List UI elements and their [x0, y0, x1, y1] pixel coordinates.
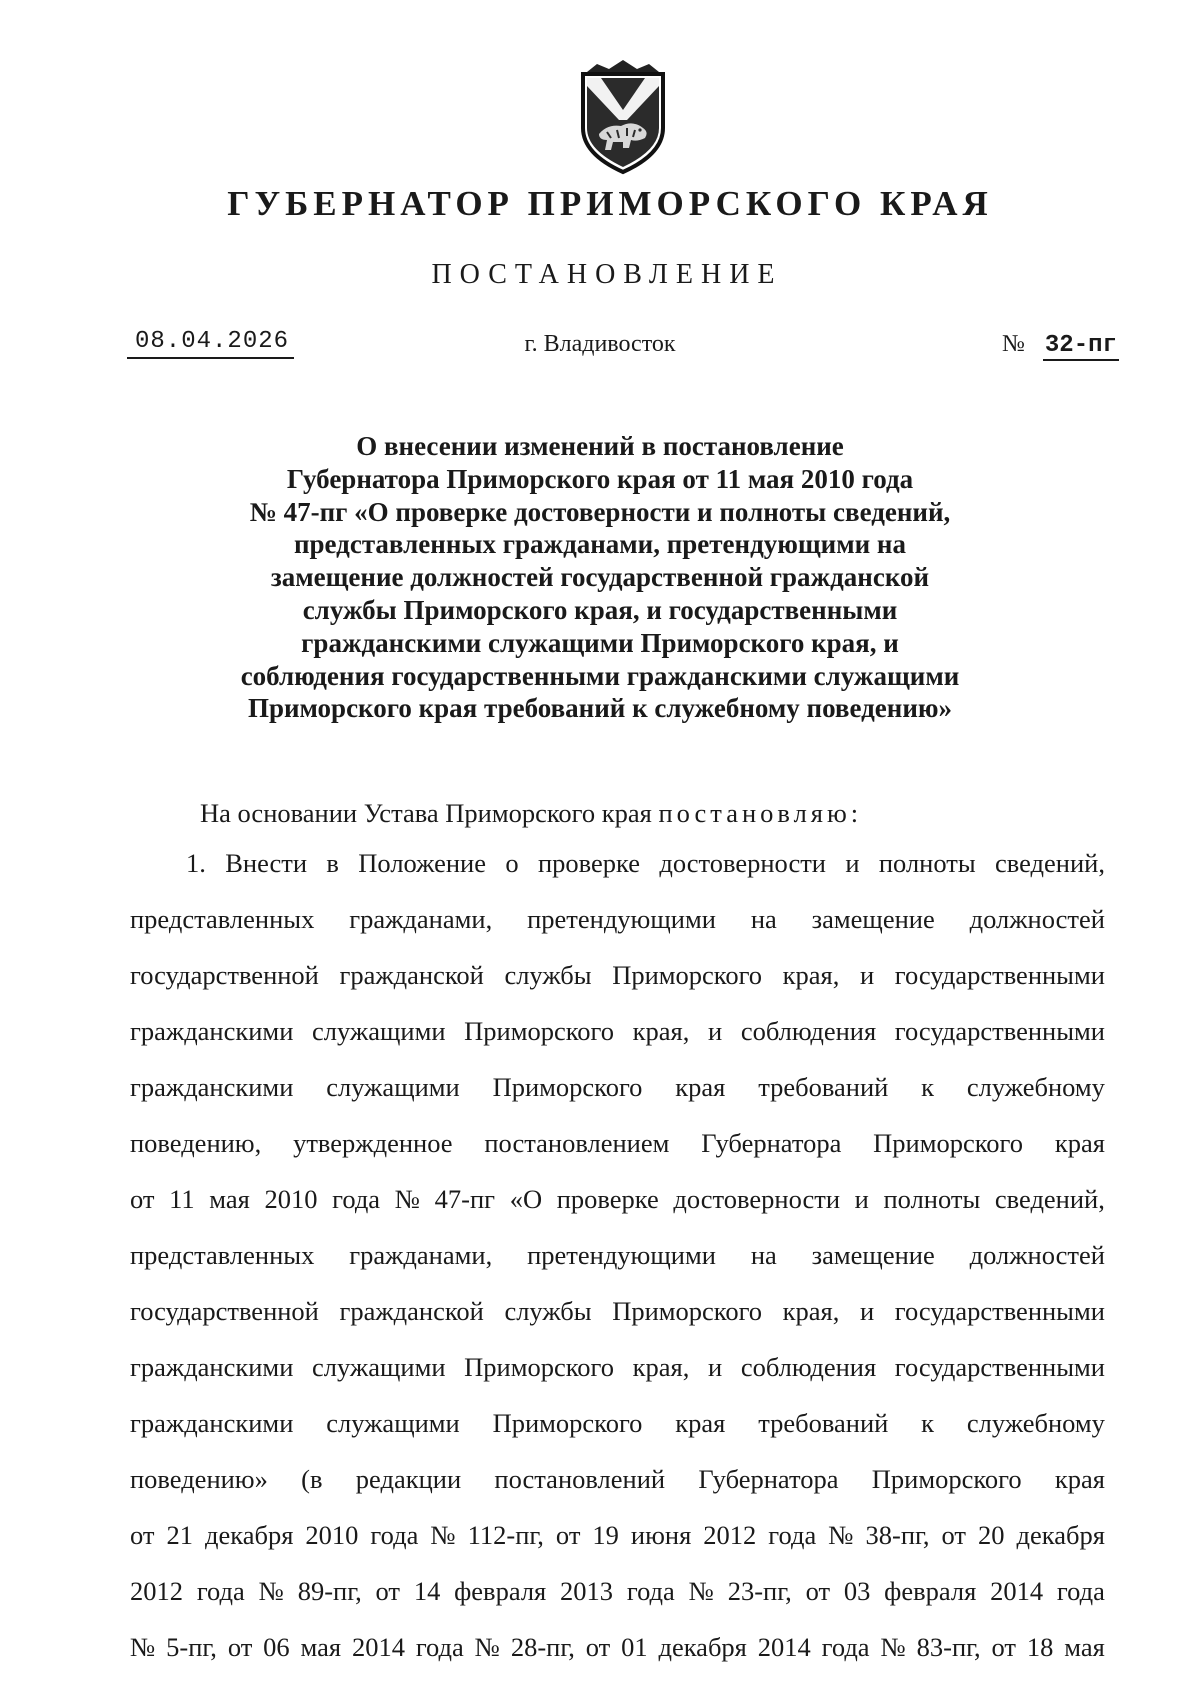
body-word: полноты — [878, 848, 976, 878]
body-word: 18 — [1026, 1632, 1054, 1662]
body-word: 2012 — [130, 1576, 183, 1606]
body-word: государственными — [894, 1296, 1105, 1326]
body-word: 2014 — [351, 1632, 405, 1662]
body-word: февраля — [884, 1576, 977, 1606]
body-word: и — [859, 960, 875, 990]
body-word: государственными — [894, 1352, 1105, 1382]
body-word: 03 — [843, 1576, 871, 1606]
body-word: Губернатора — [701, 1128, 842, 1158]
body-word: гражданской — [339, 1296, 484, 1326]
body-word: 01 — [621, 1632, 648, 1662]
body-word: достоверности — [673, 1184, 841, 1214]
body-word: гражданскими — [130, 1072, 294, 1102]
body-word: 89-пг, — [297, 1576, 362, 1606]
body-word: постановлений — [494, 1464, 666, 1494]
body-word: гражданами, — [349, 904, 493, 934]
body-word: служебному — [966, 1072, 1105, 1102]
body-line — [130, 958, 1105, 1014]
body-word: о — [505, 848, 519, 878]
body-word: № — [880, 1632, 906, 1662]
subject-line: № 47-пг «О проверке достоверности и полноты сведений, — [249, 496, 951, 527]
body-word: края — [675, 1408, 726, 1438]
body-word: 2010 — [264, 1184, 318, 1214]
body-word: утвержденное — [293, 1128, 453, 1158]
body-word: от — [130, 1184, 155, 1214]
body-word: декабря — [658, 1632, 747, 1662]
body-word: февраля — [454, 1576, 547, 1606]
subject-line: Губернатора Приморского края от 11 мая 2010 года — [286, 463, 914, 494]
subject-line: соблюдения государственными гражданскими служащими — [240, 660, 960, 691]
body-word: 2013 — [560, 1576, 614, 1606]
body-word: 83-пг, — [916, 1632, 981, 1662]
issuer-title: ГУБЕРНАТОР ПРИМОРСКОГО КРАЯ — [227, 184, 993, 223]
body-word: (в — [301, 1464, 323, 1494]
body-word: гражданами, — [349, 1240, 493, 1270]
body-word: службы — [504, 1296, 592, 1326]
body-word: края, — [782, 1296, 840, 1326]
document-subject — [0, 430, 1200, 725]
body-word: гражданскими — [130, 1408, 294, 1438]
body-word: соблюдения — [740, 1016, 877, 1046]
body-word: 112-пг, — [467, 1520, 544, 1550]
body-word: и — [708, 1016, 723, 1046]
body-word: декабря — [1016, 1520, 1105, 1550]
basis-text: На основании Устава Приморского края — [200, 798, 652, 828]
body-word: года — [196, 1576, 245, 1606]
body-paragraph — [130, 846, 1105, 1686]
body-word: государственной — [130, 1296, 319, 1326]
body-word: декабря — [204, 1520, 294, 1550]
body-word: 20 — [978, 1520, 1005, 1550]
body-word: к — [921, 1072, 935, 1102]
body-word: 06 — [263, 1632, 290, 1662]
body-word: 23-пг, — [727, 1576, 792, 1606]
number-value: 32-пг — [1044, 332, 1117, 359]
body-word: года — [415, 1632, 464, 1662]
body-word: на — [750, 904, 777, 934]
body-word: июня — [630, 1520, 692, 1550]
body-line — [130, 1238, 1105, 1294]
body-word: края — [675, 1072, 726, 1102]
body-word: мая — [300, 1632, 342, 1662]
body-line — [130, 1406, 1105, 1462]
document-city: г. Владивосток — [524, 331, 676, 357]
body-word: от — [941, 1520, 967, 1550]
body-line — [130, 1014, 1105, 1070]
body-word: поведению, — [130, 1128, 262, 1158]
subject-line: замещение должностей государственной гражданской — [270, 562, 930, 593]
body-word: Положение — [358, 848, 486, 878]
body-word: должностей — [969, 904, 1105, 934]
body-word: от — [585, 1632, 611, 1662]
body-line — [130, 1182, 1105, 1238]
body-word: и — [845, 848, 860, 878]
body-word: года — [370, 1520, 419, 1550]
body-word: края, — [782, 960, 840, 990]
body-word: к — [921, 1408, 935, 1438]
body-line — [130, 902, 1105, 958]
body-word: Приморского — [612, 960, 763, 990]
body-word: гражданской — [339, 960, 484, 990]
body-line — [130, 1574, 1105, 1630]
body-word: в — [326, 848, 339, 878]
body-word: полноты — [883, 1184, 981, 1214]
body-word: 11 — [169, 1184, 195, 1214]
body-word: мая — [209, 1184, 250, 1214]
body-word: требований — [758, 1072, 889, 1102]
body-word: Внести — [225, 848, 308, 878]
body-word: № — [394, 1184, 421, 1214]
body-word: от — [130, 1520, 155, 1550]
body-word: служащими — [312, 1016, 446, 1046]
primorsky-krai-coat-of-arms-icon — [577, 58, 669, 176]
body-word: служащими — [312, 1352, 446, 1382]
body-word: сведений, — [995, 848, 1105, 878]
body-word: Губернатора — [698, 1464, 839, 1494]
body-word: № — [430, 1520, 456, 1550]
body-word: Приморского — [492, 1072, 643, 1102]
body-word: 2010 — [305, 1520, 359, 1550]
body-word: № — [474, 1632, 500, 1662]
body-word: 2014 — [990, 1576, 1044, 1606]
subject-line: гражданскими служащими Приморского края, и — [301, 627, 899, 658]
body-word: Приморского — [612, 1296, 763, 1326]
body-line — [130, 1294, 1105, 1350]
body-line — [130, 846, 1105, 902]
body-line — [130, 1350, 1105, 1406]
body-word: от — [805, 1576, 831, 1606]
body-word: государственной — [130, 960, 319, 990]
body-word: претендующими — [527, 904, 716, 934]
body-word: № — [258, 1576, 284, 1606]
body-word: поведению» — [130, 1464, 268, 1494]
body-word: замещение — [811, 904, 935, 934]
subject-line: службы Приморского края, и государственными — [302, 594, 898, 625]
body-word: 2014 — [757, 1632, 811, 1662]
body-word: проверке — [556, 1184, 659, 1214]
body-word: редакции — [355, 1464, 462, 1494]
basis-paragraph — [200, 796, 862, 830]
body-word: года — [821, 1632, 870, 1662]
body-word: служащими — [326, 1072, 460, 1102]
body-word: сведений, — [994, 1184, 1105, 1214]
body-word: представленных — [130, 1240, 315, 1270]
body-word: 47-пг — [434, 1184, 496, 1214]
body-word: соблюдения — [740, 1352, 877, 1382]
body-line — [130, 1070, 1105, 1126]
body-word: 19 — [592, 1520, 619, 1550]
body-word: года — [768, 1520, 817, 1550]
body-word: года — [626, 1576, 675, 1606]
body-word: службы — [504, 960, 592, 990]
body-word: края — [1054, 1128, 1105, 1158]
body-word: служебному — [966, 1408, 1105, 1438]
body-word: края, — [632, 1352, 690, 1382]
body-word: требований — [758, 1408, 889, 1438]
body-word: № — [828, 1520, 854, 1550]
body-word: 38-пг, — [865, 1520, 930, 1550]
body-word: края, — [632, 1016, 690, 1046]
body-word: государственными — [894, 1016, 1105, 1046]
body-word: 28-пг, — [510, 1632, 575, 1662]
body-word: мая — [1064, 1632, 1105, 1662]
subject-line: представленных гражданами, претендующими на — [293, 529, 906, 560]
body-word: проверке — [537, 848, 640, 878]
document-type: ПОСТАНОВЛЕНИЕ — [431, 259, 783, 290]
body-word: гражданскими — [130, 1352, 294, 1382]
body-word: замещение — [811, 1240, 935, 1270]
body-word: 21 — [166, 1520, 193, 1550]
body-word: 5-пг, — [166, 1632, 217, 1662]
body-line — [130, 1630, 1105, 1686]
body-line — [130, 1518, 1105, 1574]
body-word: государственными — [894, 960, 1105, 990]
body-word: достоверности — [659, 848, 826, 878]
body-word: на — [750, 1240, 777, 1270]
body-word: № — [130, 1632, 156, 1662]
body-word: от — [555, 1520, 581, 1550]
body-word: и — [854, 1184, 869, 1214]
body-word: и — [859, 1296, 875, 1326]
body-word: должностей — [969, 1240, 1105, 1270]
body-word: представленных — [130, 904, 315, 934]
body-word: гражданскими — [130, 1016, 294, 1046]
body-line — [130, 1462, 1105, 1518]
body-word: «О — [509, 1184, 543, 1214]
body-word: от — [991, 1632, 1016, 1662]
body-word: Приморского — [873, 1128, 1024, 1158]
body-word: от — [375, 1576, 400, 1606]
body-word: 2012 — [703, 1520, 757, 1550]
body-word: Приморского — [464, 1352, 615, 1382]
body-word: от — [227, 1632, 253, 1662]
body-word: Приморского — [464, 1016, 615, 1046]
body-word: постановлением — [484, 1128, 670, 1158]
body-word: и — [708, 1352, 723, 1382]
body-word: служащими — [326, 1408, 460, 1438]
body-word: 14 — [413, 1576, 441, 1606]
subject-line: О внесении изменений в постановление — [356, 431, 844, 461]
document-number — [1002, 329, 1119, 361]
body-word: 1. — [186, 848, 206, 878]
subject-line: Приморского края требований к служебному поведению» — [247, 693, 953, 724]
body-line — [130, 1126, 1105, 1182]
body-word: года — [332, 1184, 381, 1214]
body-word: Приморского — [492, 1408, 643, 1438]
number-sign: № — [1002, 331, 1025, 357]
body-word: года — [1056, 1576, 1105, 1606]
basis-verb: постановляю: — [658, 798, 863, 828]
document-date: 08.04.2026 — [127, 327, 294, 359]
body-word: претендующими — [527, 1240, 716, 1270]
body-word: Приморского — [871, 1464, 1022, 1494]
body-word: № — [688, 1576, 714, 1606]
body-word: края — [1054, 1464, 1105, 1494]
